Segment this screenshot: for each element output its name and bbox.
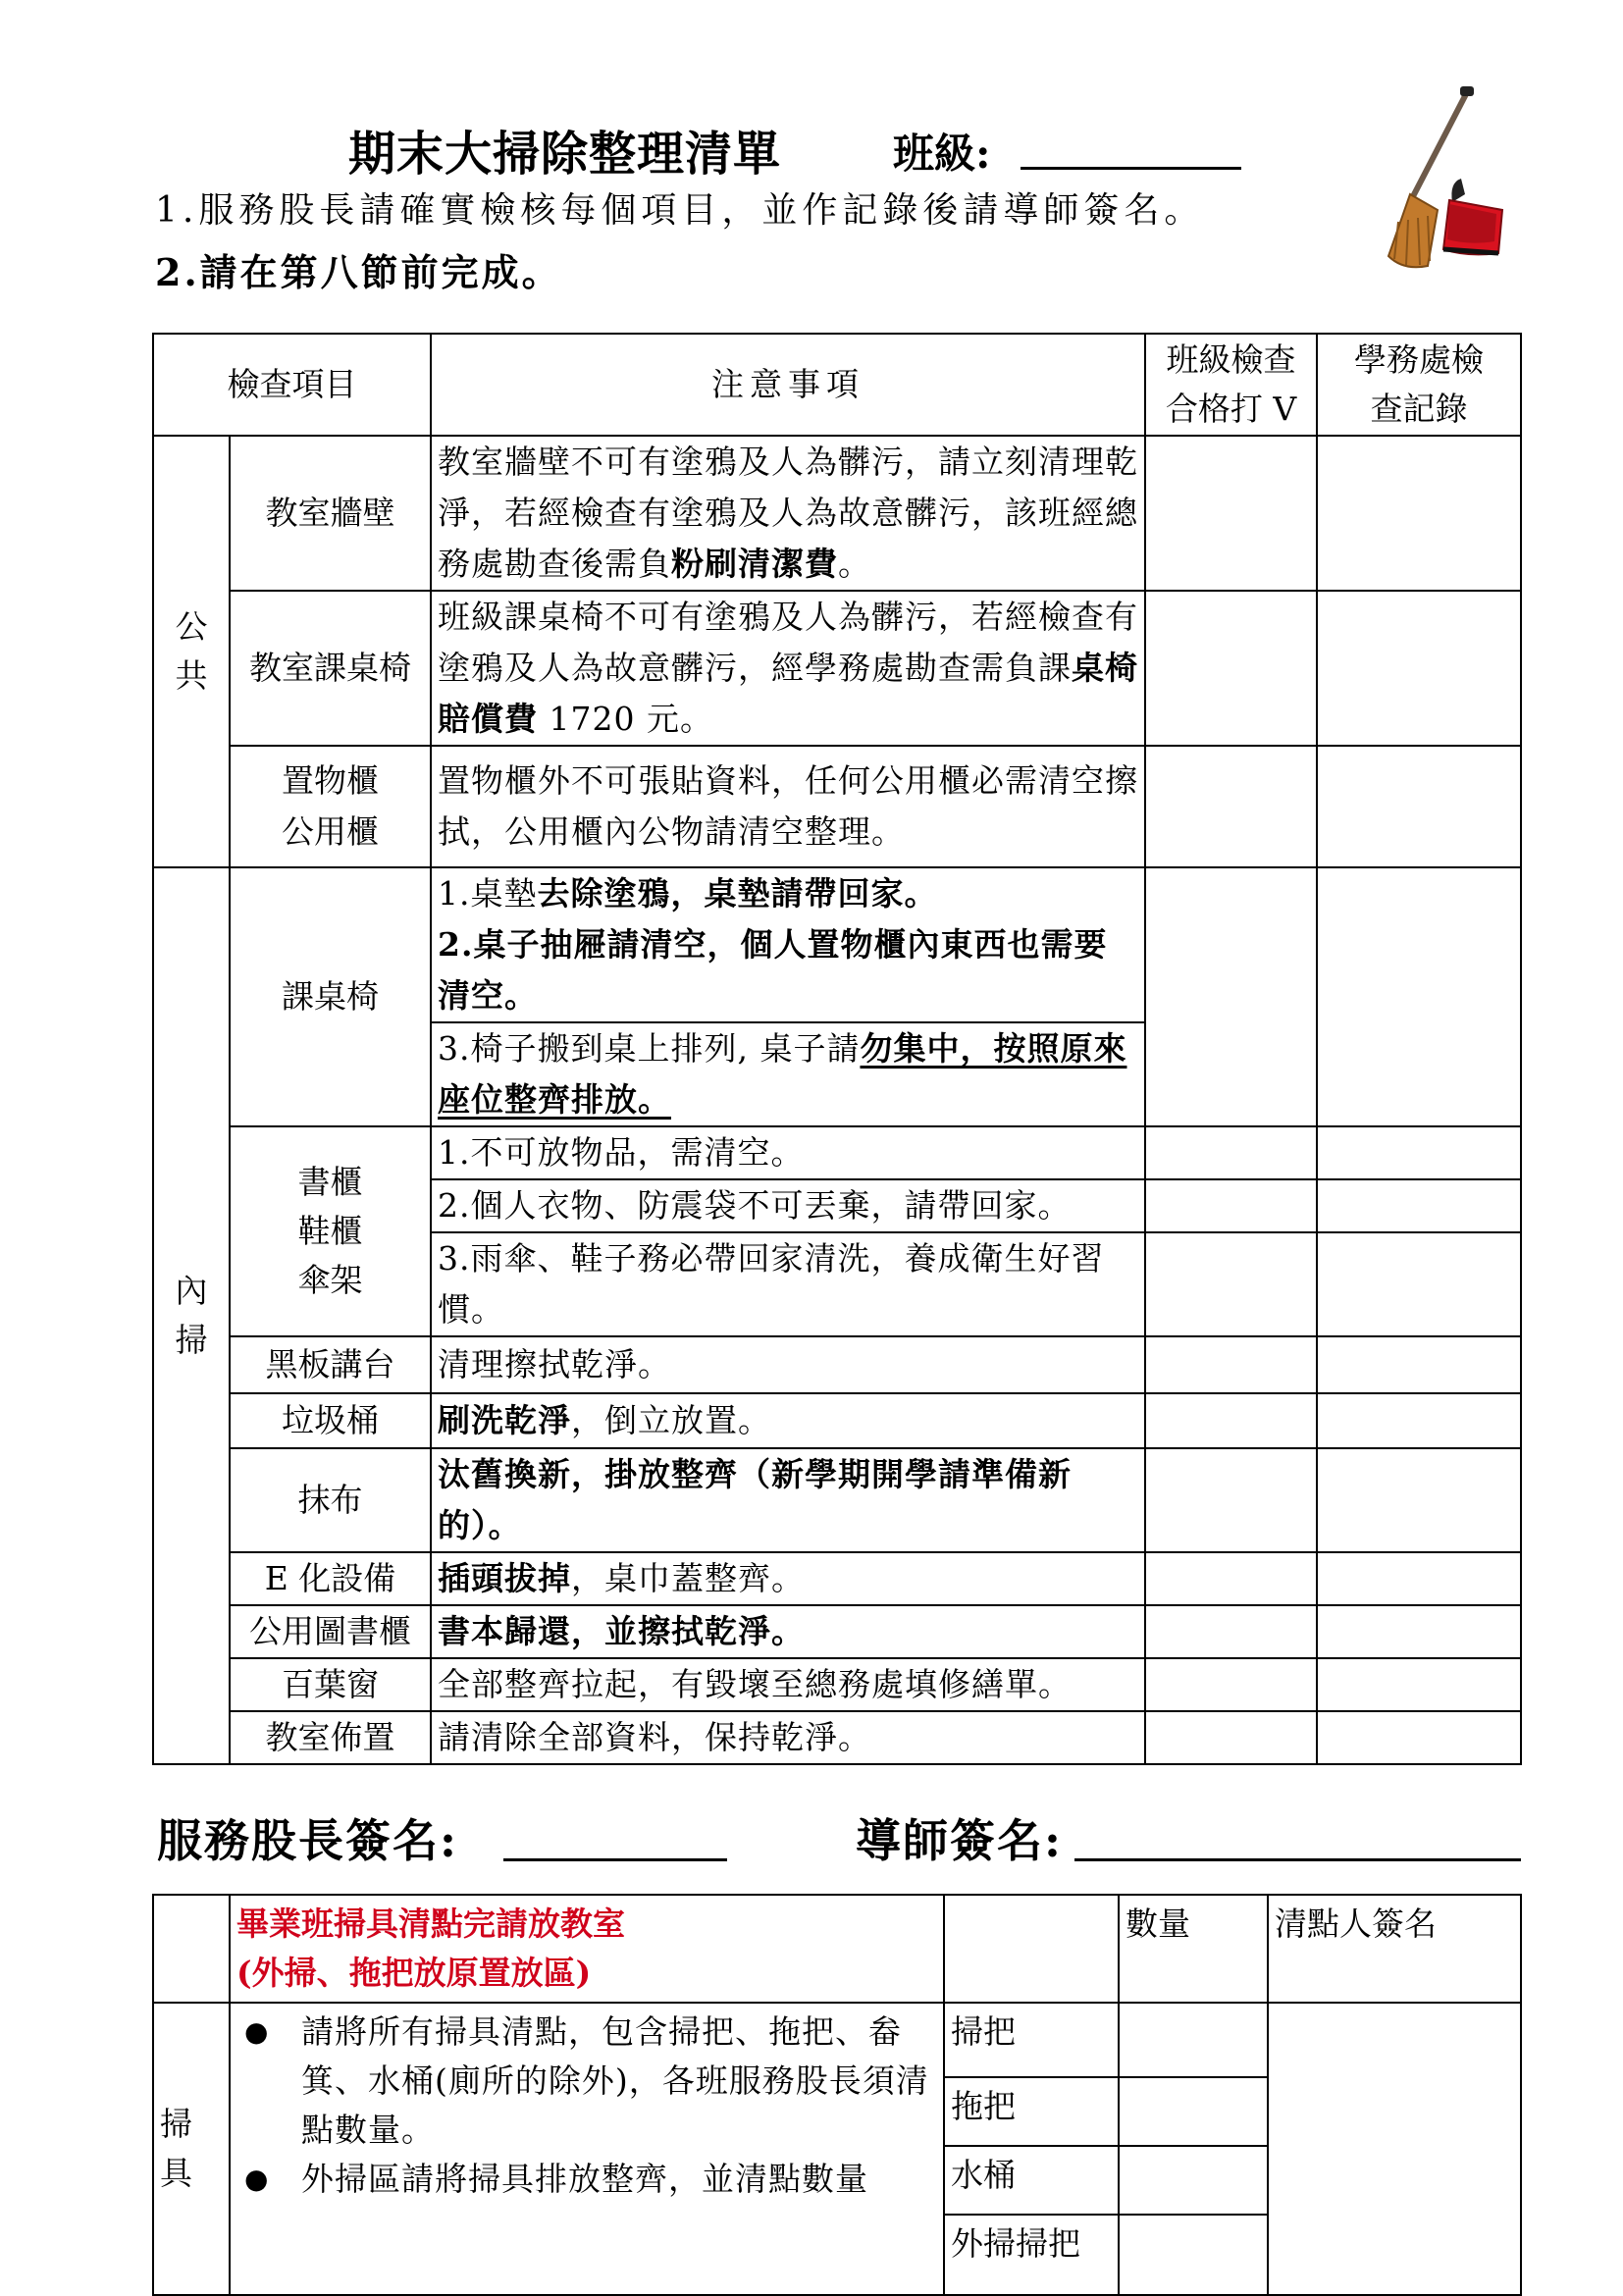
- tool-item: 外掃掃把: [944, 2215, 1119, 2295]
- class-check-cell[interactable]: [1145, 436, 1317, 591]
- item-equipment: E 化設備: [230, 1552, 431, 1605]
- office-record-cell[interactable]: [1317, 1605, 1521, 1658]
- tools-corner-cell: [153, 1895, 230, 2003]
- note-cabinets-3: 3.雨傘、鞋子務必帶回家清洗，養成衛生好習慣。: [431, 1232, 1145, 1336]
- item-desk-chair: 課桌椅: [230, 867, 431, 1126]
- office-record-cell[interactable]: [1317, 1179, 1521, 1232]
- header-office-record: 學務處檢 查記錄: [1317, 334, 1521, 436]
- class-check-cell[interactable]: [1145, 1552, 1317, 1605]
- tool-qty-cell[interactable]: [1119, 2215, 1268, 2295]
- office-record-cell[interactable]: [1317, 1711, 1521, 1764]
- class-check-cell[interactable]: [1145, 1179, 1317, 1232]
- item-decor: 教室佈置: [230, 1711, 431, 1764]
- header-notes: 注意事項: [431, 334, 1145, 436]
- instruction-2: 2.請在第八節前完成。: [155, 250, 562, 294]
- office-record-cell[interactable]: [1317, 867, 1521, 1126]
- office-record-cell[interactable]: [1317, 1232, 1521, 1336]
- office-record-cell[interactable]: [1317, 1658, 1521, 1711]
- office-record-cell[interactable]: [1317, 1126, 1521, 1179]
- tool-item: 水桶: [944, 2146, 1119, 2215]
- header-item: 檢查項目: [153, 334, 431, 436]
- class-check-cell[interactable]: [1145, 1448, 1317, 1552]
- class-check-cell[interactable]: [1145, 1126, 1317, 1179]
- item-cloth: 抹布: [230, 1448, 431, 1552]
- office-record-cell[interactable]: [1317, 436, 1521, 591]
- note-wall: 教室牆壁不可有塗鴉及人為髒污，請立刻清理乾淨，若經檢查有塗鴉及人為故意髒污，該班經總務處勘查後需負粉刷清潔費。: [431, 436, 1145, 591]
- class-check-cell[interactable]: [1145, 1711, 1317, 1764]
- note-cloth: 汰舊換新，掛放整齊（新學期開學請準備新的）。: [431, 1448, 1145, 1552]
- broom-dustpan-icon: [1359, 84, 1506, 271]
- tools-instructions: [230, 2003, 944, 2295]
- checklist-table: [152, 333, 1522, 1765]
- item-blackboard: 黑板講台: [230, 1336, 431, 1393]
- qty-header: 數量: [1119, 1895, 1268, 2003]
- office-record-cell[interactable]: [1317, 1336, 1521, 1393]
- tool-qty-cell[interactable]: [1119, 2077, 1268, 2146]
- item-wall: 教室牆壁: [230, 436, 431, 591]
- note-cabinets-2: 2.個人衣物、防震袋不可丟棄，請帶回家。: [431, 1179, 1145, 1232]
- note-desk-chair-1-2: 1.桌墊去除塗鴉，桌墊請帶回家。 2.桌子抽屜請清空，個人置物櫃內東西也需要清空。: [431, 867, 1145, 1022]
- note-cabinets-1: 1.不可放物品，需清空。: [431, 1126, 1145, 1179]
- item-locker: 置物櫃 公用櫃: [230, 746, 431, 867]
- class-label: 班級:: [893, 130, 991, 178]
- note-equipment: 插頭拔掉，桌巾蓋整齊。: [431, 1552, 1145, 1605]
- leader-signature-label: 服務股長簽名:: [157, 1814, 458, 1867]
- tool-qty-cell[interactable]: [1119, 2003, 1268, 2077]
- note-blackboard: 清理擦拭乾淨。: [431, 1336, 1145, 1393]
- signer-cell[interactable]: [1268, 2003, 1521, 2295]
- signer-header: 清點人簽名: [1268, 1895, 1521, 2003]
- class-check-cell[interactable]: [1145, 1393, 1317, 1448]
- class-check-cell[interactable]: [1145, 591, 1317, 746]
- office-record-cell[interactable]: [1317, 746, 1521, 867]
- item-cabinets: 書櫃 鞋櫃 傘架: [230, 1126, 431, 1336]
- class-check-cell[interactable]: [1145, 1605, 1317, 1658]
- cleaning-tools-table: [152, 1894, 1522, 2296]
- class-check-cell[interactable]: [1145, 1232, 1317, 1336]
- teacher-signature-label: 導師簽名:: [856, 1814, 1063, 1867]
- item-bookshelf: 公用圖書櫃: [230, 1605, 431, 1658]
- item-trash: 垃圾桶: [230, 1393, 431, 1448]
- class-check-cell[interactable]: [1145, 867, 1317, 1126]
- tool-qty-cell[interactable]: [1119, 2146, 1268, 2215]
- class-check-cell[interactable]: [1145, 1658, 1317, 1711]
- category-tools: 掃 具: [153, 2003, 230, 2295]
- class-blank-line[interactable]: [1021, 167, 1241, 170]
- tools-bullet-1: ● 請將所有掃具清點，包含掃把、拖把、畚箕、水桶(廁所的除外)，各班服務股長須清點數量。: [236, 2008, 937, 2155]
- tool-item: 拖把: [944, 2077, 1119, 2146]
- tools-bullet-2: ● 外掃區請將掃具排放整齊，並清點數量: [236, 2155, 937, 2204]
- note-locker: 置物櫃外不可張貼資料，任何公用櫃必需清空擦拭，公用櫃內公物請清空整理。: [431, 746, 1145, 867]
- tool-item: 掃把: [944, 2003, 1119, 2077]
- class-check-cell[interactable]: [1145, 1336, 1317, 1393]
- office-record-cell[interactable]: [1317, 1393, 1521, 1448]
- category-public: 公 共: [153, 436, 230, 867]
- note-desks: 班級課桌椅不可有塗鴉及人為髒污，若經檢查有塗鴉及人為故意髒污，經學務處勘查需負課桌椅賠償費 1720 元。: [431, 591, 1145, 746]
- tools-item-header: [944, 1895, 1119, 2003]
- note-blinds: 全部整齊拉起，有毀壞至總務處填修繕單。: [431, 1658, 1145, 1711]
- teacher-signature-line[interactable]: [1074, 1858, 1521, 1861]
- header-class-check: 班級檢查 合格打 V: [1145, 334, 1317, 436]
- note-bookshelf: 書本歸還，並擦拭乾淨。: [431, 1605, 1145, 1658]
- leader-signature-line[interactable]: [503, 1858, 727, 1861]
- note-desk-chair-3: 3.椅子搬到桌上排列, 桌子請勿集中，按照原來座位整齊排放。: [431, 1022, 1145, 1126]
- note-trash: 刷洗乾淨，倒立放置。: [431, 1393, 1145, 1448]
- office-record-cell[interactable]: [1317, 591, 1521, 746]
- office-record-cell[interactable]: [1317, 1448, 1521, 1552]
- class-check-cell[interactable]: [1145, 746, 1317, 867]
- note-decor: 請清除全部資料，保持乾淨。: [431, 1711, 1145, 1764]
- item-blinds: 百葉窗: [230, 1658, 431, 1711]
- item-desks: 教室課桌椅: [230, 591, 431, 746]
- office-record-cell[interactable]: [1317, 1552, 1521, 1605]
- instruction-1: 1.服務股長請確實檢核每個項目，並作記錄後請導師簽名。: [155, 190, 1205, 231]
- tools-title: 畢業班掃具清點完請放教室 (外掃、拖把放原置放區): [230, 1895, 944, 2003]
- page-title: 期末大掃除整理清單: [348, 127, 782, 182]
- category-inner: 內 掃: [153, 867, 230, 1764]
